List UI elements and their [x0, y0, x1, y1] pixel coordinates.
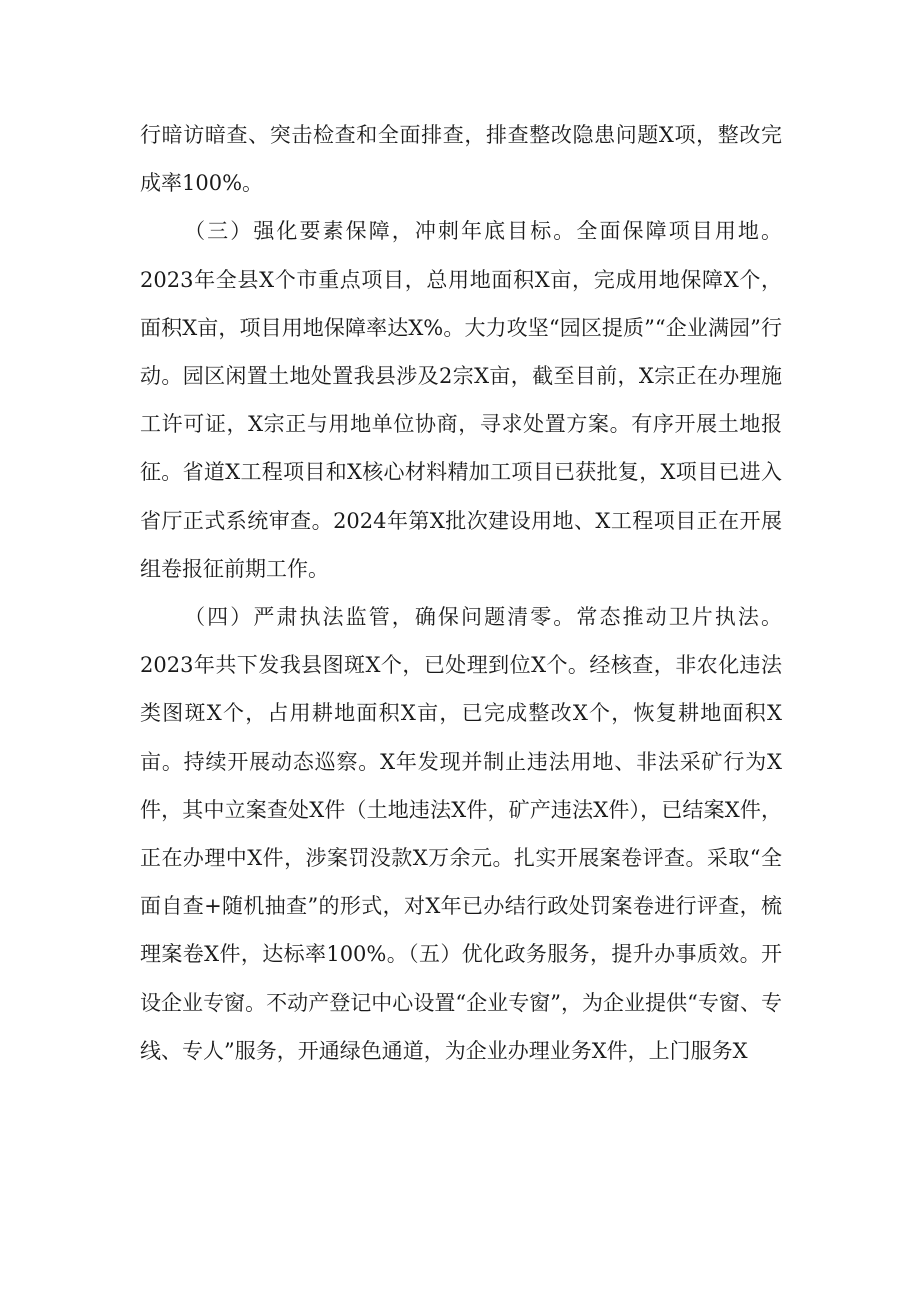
paragraph-section-four: （四）严肃执法监管，确保问题清零。常态推动卫片执法。2023年共下发我县图斑X个，已处理到位X个。经核查，非农化违法类图斑X个，占用耕地面积X亩，已完成整改X个，恢复耕地面积X亩。持续开展动态巡察。X年发现并制止违法用地、非法采矿行为X件，其中立案查处X件（土地违法X件，矿产违法X件），已结案X件，正在办理中X件，涉案罚没款X万余元。扎实开展案卷评查。采取“全面自查+随机抽查”的形式，对X年已办结行政处罚案卷进行评查，梳理案卷X件，达标率100%。（五）优化政务服务，提升办事质效。开设企业专窗。不动产登记中心设置“企业专窗”，为企业提供“专窗、专线、专人”服务，开通绿色通道，为企业办理业务X件，上门服务X	[140, 605, 782, 1063]
paragraph-section-three: （三）强化要素保障，冲刺年底目标。全面保障项目用地。2023年全县X个市重点项目，总用地面积X亩，完成用地保障X个，面积X亩，项目用地保障率达X%。大力攻坚“园区提质”“企业满园”行动。园区闲置土地处置我县涉及2宗X亩，截至目前，X宗正在办理施工许可证，X宗正与用地单位协商，寻求处置方案。有序开展土地报征。省道X工程项目和X核心材料精加工项目已获批复，X项目已进入省厅正式系统审查。2024年第X批次建设用地、X工程项目正在开展组卷报征前期工作。	[140, 219, 782, 581]
paragraph-continuation: 行暗访暗查、突击检查和全面排查，排查整改隐患问题X项，整改完成率100%。	[140, 123, 782, 196]
document-body	[140, 111, 782, 1075]
